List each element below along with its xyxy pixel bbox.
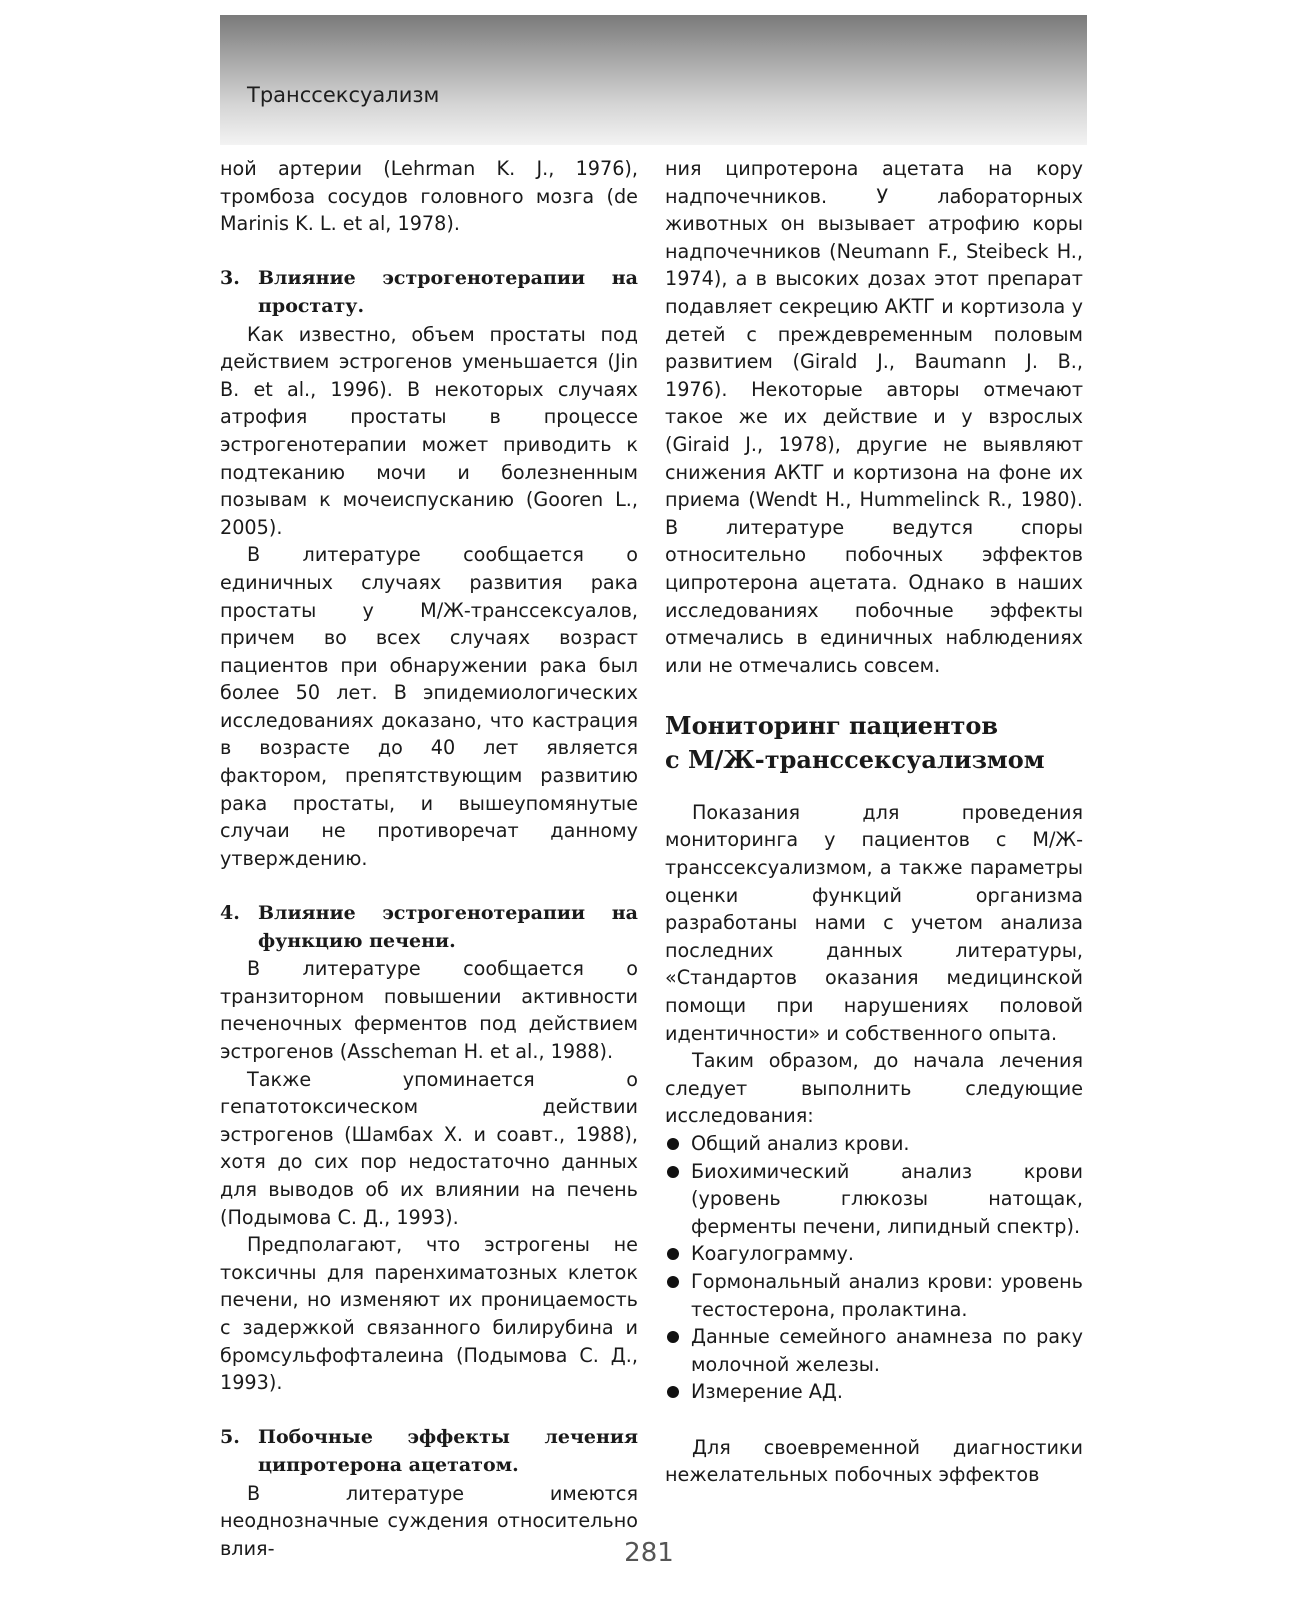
bullet-icon bbox=[667, 1166, 679, 1178]
page-number: 281 bbox=[624, 1538, 674, 1568]
paragraph: Как известно, объем простаты под действием эстрогенов уменьшается (Jin B. et al., 1996). В некоторых случаях атрофия простаты в процессе эстрогенотерапии может приводить к подтеканию мочи и болезненным позывам к мочеиспусканию (Gooren L., 2005). bbox=[220, 322, 638, 539]
list-item bbox=[665, 1240, 1083, 1268]
left-column bbox=[220, 155, 638, 1562]
subheading-number: 3. bbox=[220, 267, 240, 290]
paragraph: Предполагают, что эстрогены не токсичны для паренхиматозных клеток печени, но изменяют их проницаемость с задержкой связанного билирубина и бромсульфофталеина (Подымова С. Д., 1993). bbox=[220, 1233, 638, 1395]
right-column bbox=[665, 155, 1083, 1489]
list-item-text: Данные семейного анамнеза по раку молочной железы. bbox=[691, 1325, 1083, 1376]
running-header-title: Транссексуализм bbox=[247, 83, 440, 107]
section-title-line: с М/Ж-транссексуализмом bbox=[665, 744, 1045, 774]
subheading-5 bbox=[220, 1424, 638, 1479]
paragraph: ния ципротерона ацетата на кору надпочечников. У лабораторных животных он вызывает атрофию коры надпочечников (Neumann F., Steibeck H., 1974), а в высоких дозах этот препарат подавляет секрецию АКТГ и кортизола у детей с преждевременным половым развитием (Girald J., Baumann J. B., 1976). Некоторые авторы отмечают такое же их действие и у взрослых (Giraid J., 1978), другие не выявляют снижения АКТГ и кортизона на фоне их приема (Wendt H., Hummelinck R., 1980). В литературе ведутся споры относительно побочных эффектов ципротерона ацетата. Однако в наших исследованиях побочные эффекты отмечались в единичных наблюдениях или не отмечались совсем. bbox=[665, 157, 1083, 677]
list-item-text: Коагулограмму. bbox=[691, 1242, 854, 1266]
examination-list bbox=[665, 1130, 1083, 1406]
paragraph: Также упоминается о гепатотоксическом действии эстрогенов (Шамбах Х. и соавт., 1988), хотя до сих пор недостаточно данных для выводов об их влиянии на печень (Подымова С. Д., 1993). bbox=[220, 1067, 638, 1229]
paragraph: В литературе сообщается о транзиторном повышении активности печеночных ферментов под действием эстрогенов (Asscheman H. et al., 1988). bbox=[220, 957, 638, 1063]
subheading-text: Влияние эстрогенотерапии на простату. bbox=[258, 267, 638, 317]
list-item-text: Общий анализ крови. bbox=[691, 1132, 910, 1155]
subheading-number: 5. bbox=[220, 1426, 240, 1449]
list-item bbox=[665, 1158, 1083, 1241]
list-item bbox=[665, 1378, 1083, 1406]
subheading-text: Влияние эстрогенотерапии на функцию печени. bbox=[258, 902, 638, 952]
list-item bbox=[665, 1268, 1083, 1323]
subheading-number: 4. bbox=[220, 902, 240, 925]
paragraph: Для своевременной диагностики нежелательных побочных эффектов bbox=[665, 1435, 1083, 1487]
list-item-text: Биохимический анализ крови (уровень глюкозы натощак, ферменты печени, липидный спектр). bbox=[691, 1159, 1083, 1238]
paragraph: В литературе имеются неоднозначные суждения относительно влия- bbox=[220, 1481, 638, 1560]
paragraph: ной артерии (Lehrman K. J., 1976), тромбоза сосудов головного мозга (de Marinis K. L. et al, 1978). bbox=[220, 157, 638, 236]
bullet-icon bbox=[667, 1248, 679, 1260]
paragraph: В литературе сообщается о единичных случаях развития рака простаты у М/Ж-транссексуалов, причем во всех случаях возраст пациентов при обнаружении рака был более 50 лет. В эпидемиологических исследованиях доказано, что кастрация в возрасте до 40 лет является фактором, препятствующим развитию рака простаты, и вышеупомянутые случаи не противоречат данному утверждению. bbox=[220, 543, 638, 870]
paragraph: Показания для проведения мониторинга у пациентов с М/Ж-транссексуализмом, а также параметры оценки функций организма разработаны нами с учетом анализа последних данных литературы, «Стандартов оказания медицинской помощи при нарушениях половой идентичности» и собственного опыта. bbox=[665, 800, 1083, 1045]
section-title bbox=[665, 709, 1083, 777]
paragraph: Таким образом, до начала лечения следует выполнить следующие исследования: bbox=[665, 1049, 1083, 1128]
list-item-text: Гормональный анализ крови: уровень тестостерона, пролактина. bbox=[691, 1269, 1083, 1321]
list-item bbox=[665, 1323, 1083, 1378]
subheading-3 bbox=[220, 265, 638, 320]
bullet-icon bbox=[667, 1138, 679, 1150]
bullet-icon bbox=[667, 1331, 679, 1343]
list-item bbox=[665, 1130, 1083, 1158]
list-item-text: Измерение АД. bbox=[691, 1380, 843, 1404]
running-header bbox=[220, 15, 1087, 145]
subheading-text: Побочные эффекты лечения ципротерона ацетатом. bbox=[258, 1426, 638, 1476]
subheading-4 bbox=[220, 900, 638, 955]
bullet-icon bbox=[667, 1386, 679, 1398]
bullet-icon bbox=[667, 1276, 679, 1288]
section-title-line: Мониторинг пациентов bbox=[665, 710, 999, 740]
